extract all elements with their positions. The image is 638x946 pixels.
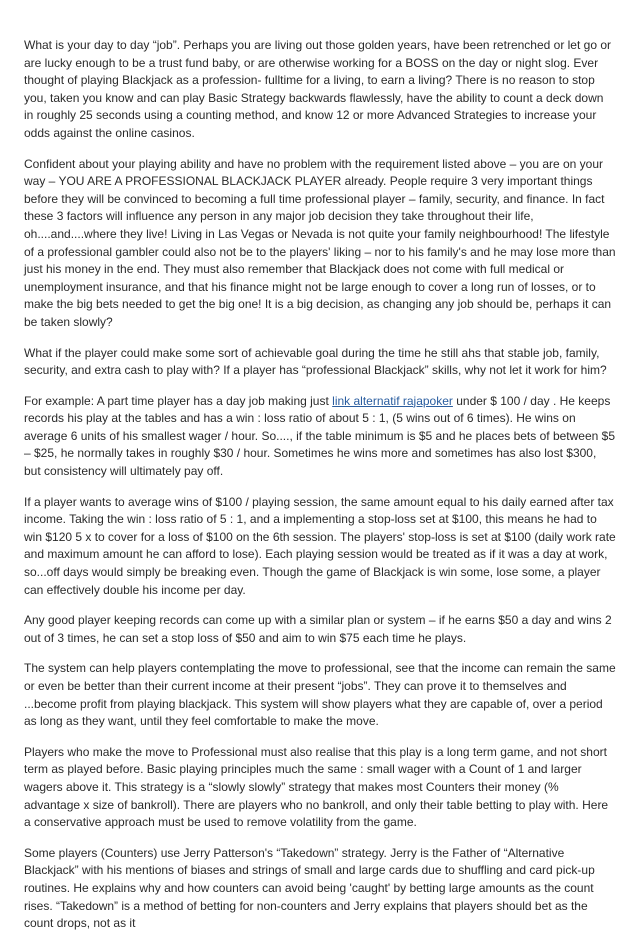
paragraph-session-average: If a player wants to average wins of $100 / playing session, the same amount equal to his daily earned after tax income. Taking the win : loss ratio of 5 : 1, and a implementing a stop-loss set at $100, this means he had to win $120 5 x to cover for a loss of $100 on the 6th session. The players' stop-loss is set at $100 (daily work rate and maximum amount he can afford to lose). Each playing session would be treated as if it was a day at work, so...off days would simply be breaking even. Though the game of Blackjack is win some, lose some, a player can effectively double his income per day. <box>24 494 616 597</box>
example-text-before: For example: A part time player has a day job making just <box>24 393 333 408</box>
paragraph-requirements: Confident about your playing ability and have no problem with the requirement listed above – you are on your way – YOU ARE A PROFESSIONAL BLACKJACK PLAYER already. People require 3 very important things before they will be convinced to becoming a full time professional player – family, security, and finance. In fact these 3 factors will influence any person in any major job decision they take throughout their life, oh....and....where they live! Living in Las Vegas or Nevada is not quite your family neighbourhood! The lifestyle of a professional gambler could also not be to the players' liking – nor to his family's and he may lose more than just his money in the end. They must also remember that Blackjack does not come with full medical or unemployment insurance, and that his finance might not be large enough to cover a long run of losses, or to make the big bets needed to get the big one! It is a big decision, as changing any job should be, perhaps it can be taken slowly? <box>24 156 616 329</box>
paragraph-example <box>24 393 616 481</box>
paragraph-takedown: Some players (Counters) use Jerry Patterson's “Takedown” strategy. Jerry is the Father of “Alternative Blackjack” with his mentions of biases and strings of small and large cards due to shuffling and card pick-up routines. He explains why and how counters can avoid being 'caught' by betting large amounts as the count rises. “Takedown” is a method of betting for non-counters and Jerry explains that players should bet as the count drops, not as it <box>24 845 595 931</box>
paragraph-records-plan: Any good player keeping records can come up with a similar plan or system – if he earns $50 a day and wins 2 out of 3 times, he can set a stop loss of $50 and aim to win $75 each time he plays. <box>24 613 612 645</box>
paragraph-system: The system can help players contemplating the move to professional, see that the income can remain the same or even be better than their current income at their present “jobs”. They can prove it to themselves and ...become profit from playing blackjack. This system will show players what they are capable of, over a period as long as they want, until they feel comfortable to make the move. <box>24 661 616 729</box>
paragraph-achievable-goal: What if the player could make some sort of achievable goal during the time he still ahs that stable job, family, security, and extra cash to play with? If a player has “professional Blackjack” skills, why not let it work for him? <box>24 345 607 378</box>
rajapoker-link[interactable]: link alternatif rajapoker <box>332 393 453 408</box>
example-text-after: under $ 100 / day . He keeps records his play at the tables and has a win : loss ratio of about 5 : 1, (5 wins out of 6 times). He wins on average 6 units of his smallest wager / hour. So...., if the table minimum is $5 and he places bets of between $5 – $25, he normally takes in roughly $30 / hour. Sometimes he wins more and sometimes has also lost $300, but consistency will ultimately pay off. <box>24 393 615 479</box>
document-page <box>24 37 616 946</box>
paragraph-long-term: Players who make the move to Professional must also realise that this play is a long term game, and not short term as played before. Basic playing principles much the same : small wager with a Count of 1 and larger wagers above it. This strategy is a “slowly slowly” strategy that makes most Counters their money (% advantage x size of bankroll). There are players who no bankroll, and only their table betting to play with. Here a conservative approach must be used to remove volatility from the game. <box>24 744 609 830</box>
paragraph-intro: What is your day to day “job”. Perhaps you are living out those golden years, have been retrenched or let go or are lucky enough to be a trust fund baby, or are otherwise working for a BOSS on the day or night slog. Ever thought of playing Blackjack as a profession- fulltime for a living, to earn a living? There is no reason to stop you, taken you know and can play Basic Strategy backwards flawlessly, have the ability to count a deck down in roughly 25 seconds using a counting method, and know 12 or more Advanced Strategies to increase your odds against the online casinos. <box>24 38 612 140</box>
